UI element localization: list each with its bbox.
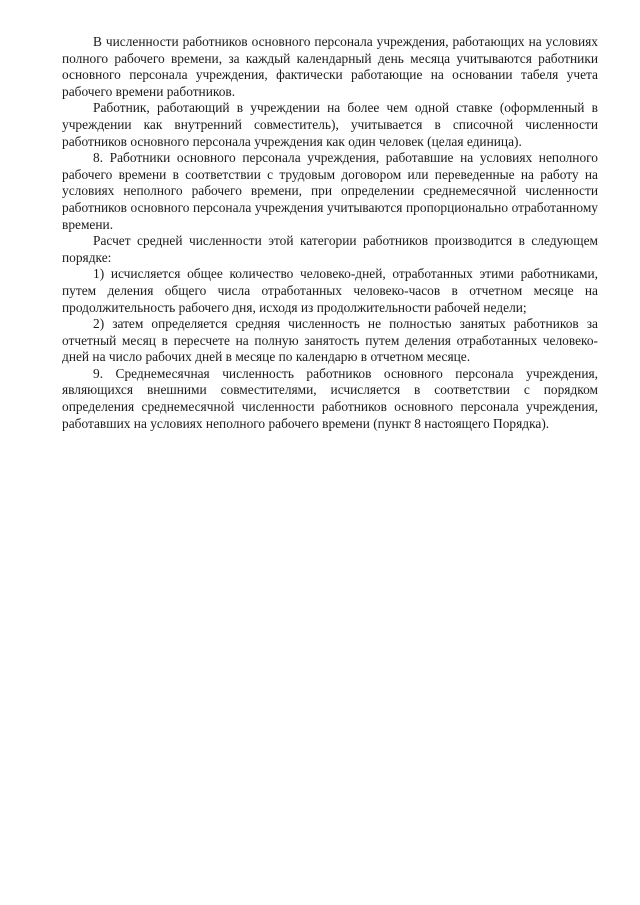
paragraph-calculation-order: Расчет средней численности этой категории работников производится в следующем порядке:	[62, 233, 598, 265]
paragraph-full-time-staff: В численности работников основного персонала учреждения, работающих на условиях полного рабочего времени, за каждый календарный день месяца учитываются работники основного персонала учреждения, фактически работающие на основании табеля учета рабочего времени работников.	[62, 34, 598, 99]
paragraph-internal-part-timer: Работник, работающий в учреждении на более чем одной ставке (оформленный в учреждении как внутренний совместитель), учитывается в списочной численности работников основного персонала учреждения как один человек (целая единица).	[62, 100, 598, 149]
paragraph-step-1: 1) исчисляется общее количество человеко-дней, отработанных этими работниками, путем деления общего числа отработанных человеко-часов в отчетном месяце на продолжительность рабочего дня, исходя из продолжительности рабочей недели;	[62, 266, 598, 315]
paragraph-item-9: 9. Среднемесячная численность работников основного персонала учреждения, являющихся внешними совместителями, исчисляется в соответствии с порядком определения среднемесячной численности работников основного персонала учреждения, работавших на условиях неполного рабочего времени (пункт 8 настоящего Порядка).	[62, 365, 598, 431]
paragraph-item-8: 8. Работники основного персонала учреждения, работавшие на условиях неполного рабочего времени в соответствии с трудовым договором или переведенные на работу на условиях неполного рабочего времени, при определении среднемесячной численности работников основного персонала учреждения учитываются пропорционально отработанному времени.	[62, 150, 598, 232]
document-body	[62, 34, 598, 432]
paragraph-step-2: 2) затем определяется средняя численность не полностью занятых работников за отчетный месяц в пересчете на полную занятость путем деления отработанных человеко-дней на число рабочих дней в месяце по календарю в отчетном месяце.	[62, 316, 598, 365]
